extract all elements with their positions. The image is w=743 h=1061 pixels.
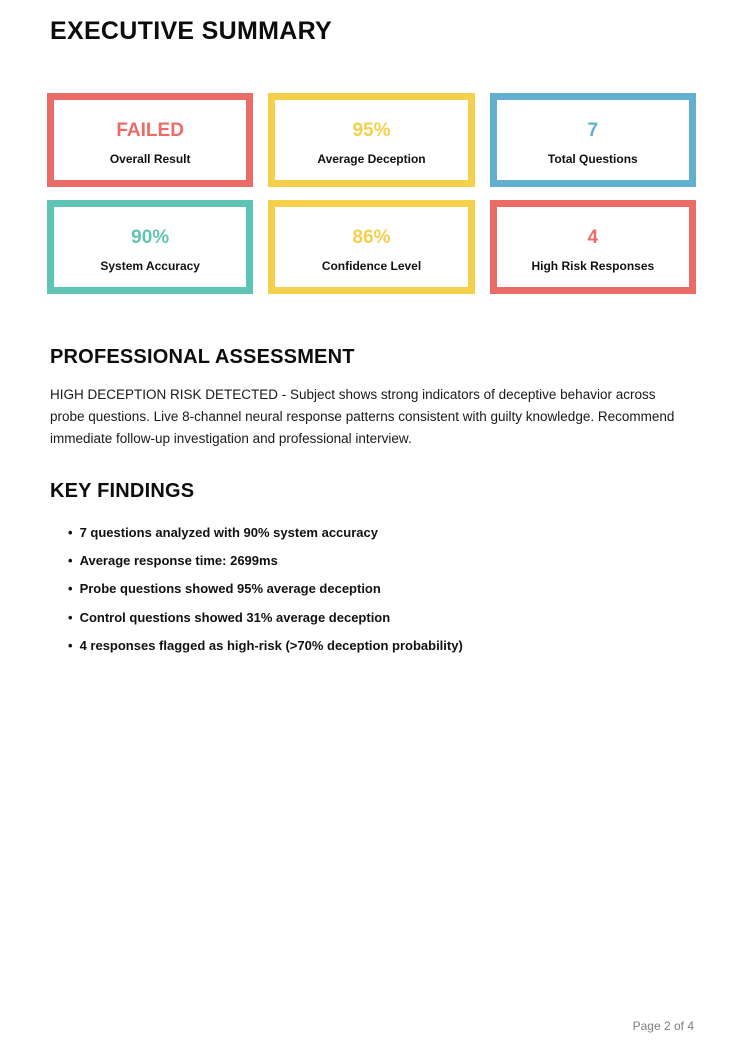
summary-card-value: 90%	[131, 227, 170, 248]
summary-card-value: 86%	[352, 227, 391, 248]
summary-card-value: 95%	[352, 120, 391, 141]
key-finding-item: • Probe questions showed 95% average deception	[68, 575, 693, 603]
summary-card-overall-result	[47, 93, 253, 187]
summary-card-value: FAILED	[116, 120, 184, 141]
page-title: EXECUTIVE SUMMARY	[50, 17, 332, 45]
professional-assessment-heading: PROFESSIONAL ASSESSMENT	[50, 346, 355, 368]
summary-card-label: High Risk Responses	[531, 259, 655, 273]
key-finding-item: • Control questions showed 31% average deception	[68, 603, 693, 631]
summary-card-average-deception	[268, 93, 474, 187]
key-findings-list	[68, 518, 693, 659]
summary-card-value: 7	[587, 120, 599, 141]
summary-card-total-questions	[490, 93, 696, 187]
summary-card-value: 4	[587, 227, 599, 248]
report-page	[0, 17, 743, 1061]
summary-card-system-accuracy	[47, 200, 253, 294]
summary-cards	[47, 93, 696, 294]
key-finding-item: • 7 questions analyzed with 90% system accuracy	[68, 518, 693, 546]
summary-card-label: System Accuracy	[100, 259, 200, 273]
key-findings-heading: KEY FINDINGS	[50, 480, 195, 502]
summary-card-confidence-level	[268, 200, 474, 294]
key-finding-item: • 4 responses flagged as high-risk (>70% deception probability)	[68, 631, 693, 659]
summary-card-high-risk-responses	[490, 200, 696, 294]
summary-card-label: Average Deception	[317, 152, 426, 166]
summary-card-label: Overall Result	[109, 152, 191, 166]
key-finding-item: • Average response time: 2699ms	[68, 546, 693, 574]
professional-assessment-body: HIGH DECEPTION RISK DETECTED - Subject shows strong indicators of deceptive behavior across probe questions. Live 8-channel neural response patterns consistent with guilty knowledge. Recommend immediate follow-up investigation and professional interview.	[50, 387, 675, 446]
summary-card-label: Total Questions	[547, 152, 638, 166]
page-number: Page 2 of 4	[632, 1019, 694, 1033]
summary-card-label: Confidence Level	[321, 259, 422, 273]
